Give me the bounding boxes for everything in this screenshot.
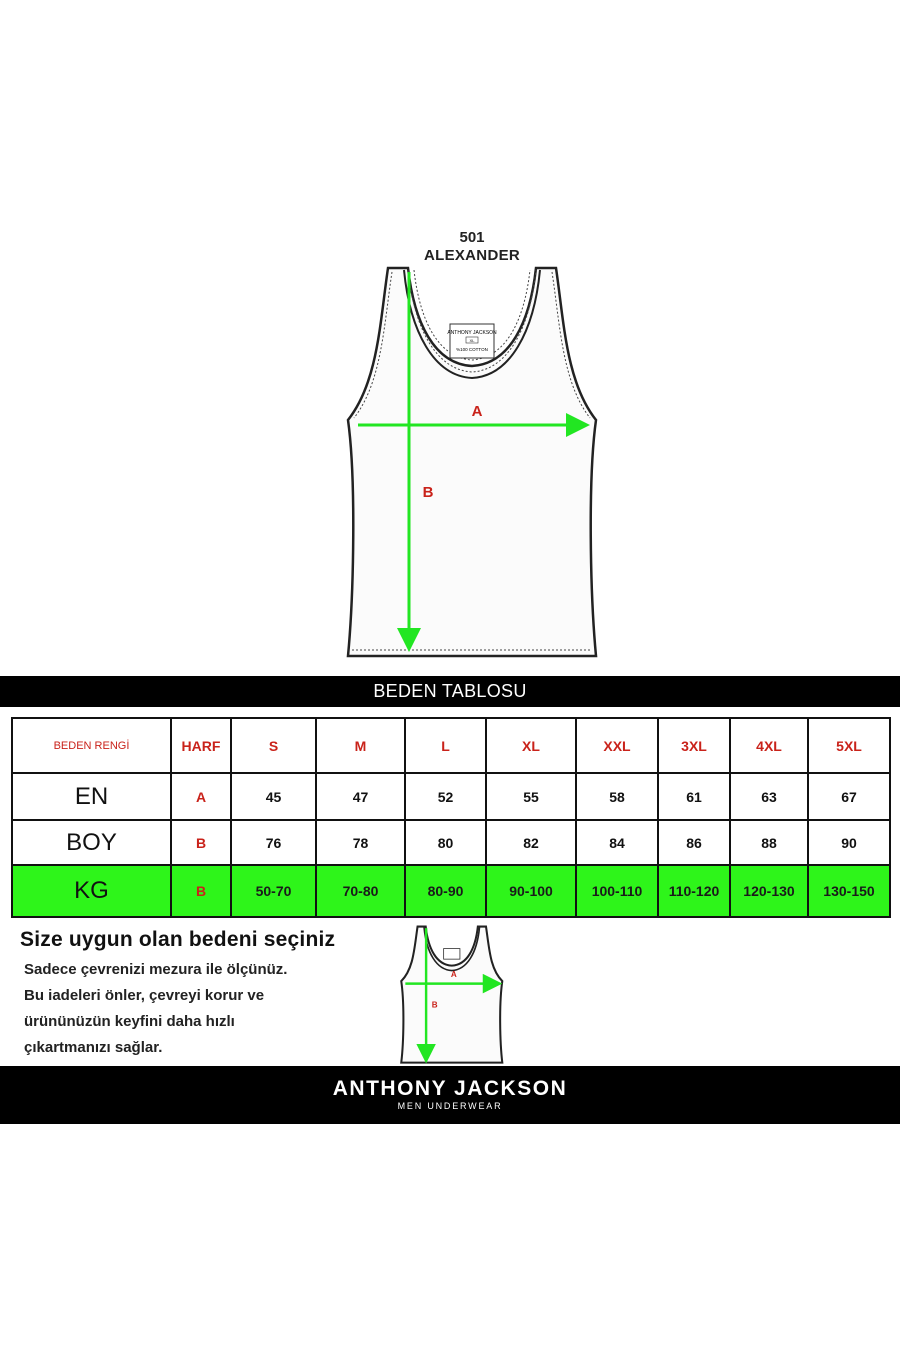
row-letter: B [171,820,231,865]
table-cell: 110-120 [658,865,730,917]
care-label-size: XL [469,338,475,343]
table-cell: 76 [231,820,316,865]
table-cell: 90-100 [486,865,576,917]
table-cell: 63 [730,773,808,820]
table-row-kg [12,865,890,917]
care-label [447,324,497,358]
product-code: 501 [459,229,485,246]
table-row-en [12,773,890,820]
brand-tagline: MEN UNDERWEAR [397,1101,503,1111]
table-cell: 52 [405,773,486,820]
row-label: BOY [12,820,171,865]
table-cell: 82 [486,820,576,865]
table-cell: 84 [576,820,658,865]
label-b: B [422,484,434,501]
table-cell: 130-150 [808,865,890,917]
product-name: ALEXANDER [423,247,521,264]
corner-label: BEDEN RENGİ [12,718,171,773]
instruction-line: ürününüzün keyfini daha hızlı [24,1013,235,1030]
size-header: 3XL [658,718,730,773]
table-cell: 61 [658,773,730,820]
table-cell: 86 [658,820,730,865]
brand-logo-text: ANTHONY JACKSON [332,1077,568,1100]
row-letter: B [171,865,231,917]
tank-top-diagram [340,262,610,664]
row-letter: A [171,773,231,820]
care-label-brand: ANTHONY JACKSON [447,330,497,336]
size-table [11,717,891,918]
table-cell: 47 [316,773,405,820]
table-cell: 70-80 [316,865,405,917]
table-cell: 67 [808,773,890,820]
care-label-material: %100 COTTON [456,347,488,352]
size-header: M [316,718,405,773]
thumb-label-b: B [431,1000,438,1010]
table-cell: 120-130 [730,865,808,917]
thumb-label-a: A [450,970,457,980]
table-title: BEDEN TABLOSU [373,681,527,701]
table-cell: 55 [486,773,576,820]
table-cell: 90 [808,820,890,865]
table-row-boy [12,820,890,865]
size-header: 5XL [808,718,890,773]
table-header-row [12,718,890,773]
size-header: S [231,718,316,773]
table-title-bar [0,676,900,707]
instruction-line: Sadece çevrenizi mezura ile ölçünüz. [24,961,288,978]
instruction-line: çıkartmanızı sağlar. [24,1039,163,1056]
table-cell: 50-70 [231,865,316,917]
size-header: XL [486,718,576,773]
size-header: 4XL [730,718,808,773]
table-cell: 88 [730,820,808,865]
table-cell: 80-90 [405,865,486,917]
instruction-line: Bu iadeleri önler, çevreyi korur ve [24,987,265,1004]
table-cell: 58 [576,773,658,820]
tank-top-thumbnail [398,924,508,1066]
label-a: A [471,403,483,420]
row-label: EN [12,773,171,820]
letter-header: HARF [171,718,231,773]
table-cell: 78 [316,820,405,865]
row-label: KG [12,865,171,917]
table-cell: 100-110 [576,865,658,917]
table-cell: 80 [405,820,486,865]
instruction-title: Size uygun olan bedeni seçiniz [20,928,336,951]
table-cell: 45 [231,773,316,820]
size-header: XXL [576,718,658,773]
size-header: L [405,718,486,773]
